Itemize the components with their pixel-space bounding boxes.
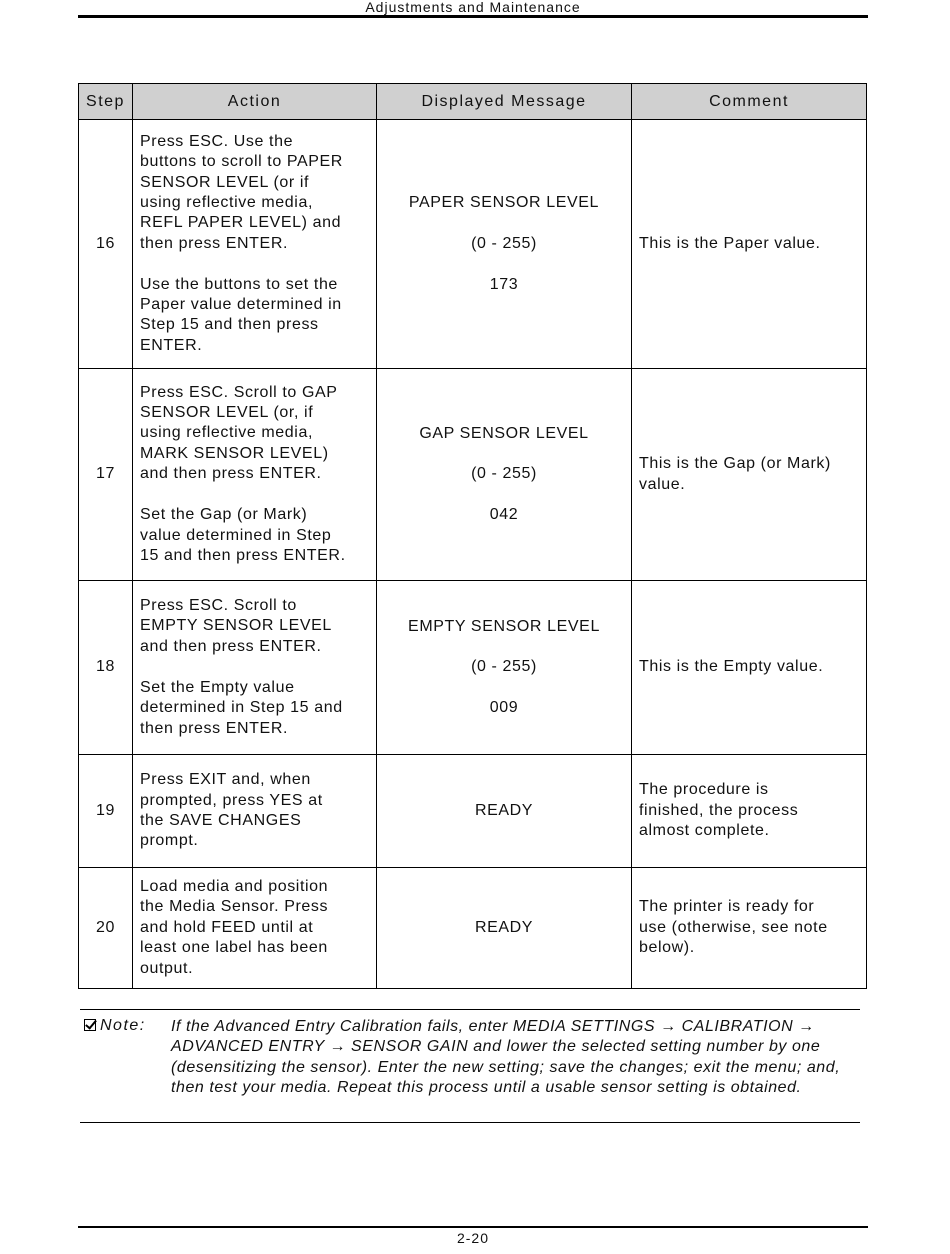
note-label-text: Note: — [100, 1017, 146, 1034]
action-cell — [133, 120, 377, 369]
action-text: Load media and position the Media Sensor. Press and hold FEED until at least one label has been output. — [140, 877, 329, 977]
header-rule — [78, 15, 868, 18]
comment-cell — [632, 581, 867, 755]
comment-text: This is the Paper value. — [639, 234, 821, 252]
message-line: 042 — [489, 506, 519, 524]
step-number: 20 — [79, 868, 133, 989]
action-text: Set the Empty value determined in Step 15 and then press ENTER. — [140, 678, 343, 737]
action-text: Use the buttons to set the Paper value determined in Step 15 and then press ENTER. — [140, 275, 342, 354]
message-line: (0 - 255) — [471, 234, 537, 252]
message-line: 173 — [489, 275, 519, 293]
step-number: 17 — [79, 369, 133, 581]
step-number: 18 — [79, 581, 133, 755]
footer-rule — [78, 1226, 868, 1228]
message-line: 009 — [489, 699, 519, 717]
message-line: PAPER SENSOR LEVEL — [408, 194, 600, 211]
running-header: Adjustments and Maintenance — [365, 0, 581, 15]
action-cell — [133, 755, 377, 868]
comment-text: This is the Empty value. — [639, 658, 824, 676]
displayed-message-cell — [377, 369, 632, 581]
action-text: Press ESC. Scroll to EMPTY SENSOR LEVEL and then press ENTER. — [140, 597, 332, 655]
table-row — [79, 868, 867, 989]
comment-text: The printer is ready for use (otherwise, see note below). — [639, 898, 828, 957]
comment-cell — [632, 868, 867, 989]
action-cell — [133, 369, 377, 581]
message-line: EMPTY SENSOR LEVEL — [408, 617, 600, 635]
message-line: (0 - 255) — [471, 658, 537, 676]
comment-cell — [632, 120, 867, 369]
displayed-message-cell — [377, 755, 632, 868]
table-row — [79, 369, 867, 581]
action-text: Press ESC. Scroll to GAP SENSOR LEVEL (or, if using reflective media, MARK SENSOR LEVEL) and then press ENTER. — [140, 383, 338, 483]
note-text: If the Advanced Entry Calibration fails, enter MEDIA SETTINGS → CALIBRATION → ADVANCED ENTRY → SENSOR GAIN and lower the selected setting number by one (desensitizing the sensor). Enter the new setting; save the changes; exit the menu; and, then test your media. Repeat this process until a usable sensor setting is obtained. — [171, 1018, 841, 1097]
table-header-row — [79, 84, 867, 120]
note-box — [80, 1009, 860, 1123]
table-row — [79, 755, 867, 868]
calibration-steps-table — [78, 83, 867, 989]
step-number: 19 — [79, 755, 133, 868]
comment-cell — [632, 755, 867, 868]
message-line: (0 - 255) — [471, 465, 537, 483]
displayed-message-cell — [377, 581, 632, 755]
column-header-comment: Comment — [632, 84, 867, 120]
column-header-action: Action — [133, 84, 377, 120]
action-cell — [133, 581, 377, 755]
table-row — [79, 120, 867, 369]
action-text: Press ESC. Use the buttons to scroll to PAPER SENSOR LEVEL (or if using reflective media, REFL PAPER LEVEL) and then press ENTER. — [140, 132, 343, 252]
comment-text: The procedure is finished, the process almost complete. — [639, 781, 799, 840]
comment-cell — [632, 369, 867, 581]
table-row — [79, 581, 867, 755]
checkbox-icon — [84, 1019, 96, 1031]
action-cell — [133, 868, 377, 989]
step-number: 16 — [79, 120, 133, 369]
message-line: READY — [474, 918, 534, 936]
displayed-message-cell — [377, 868, 632, 989]
action-text: Press EXIT and, when prompted, press YES at the SAVE CHANGES prompt. — [140, 771, 323, 850]
message-line: GAP SENSOR LEVEL — [419, 424, 589, 442]
displayed-message-cell — [377, 120, 632, 369]
note-label — [84, 1017, 146, 1035]
column-header-message: Displayed Message — [377, 84, 632, 120]
message-line: READY — [474, 801, 534, 819]
action-text: Set the Gap (or Mark) value determined in Step 15 and then press ENTER. — [140, 506, 346, 564]
comment-text: This is the Gap (or Mark) value. — [639, 455, 831, 493]
column-header-step: Step — [79, 84, 133, 120]
page-number: 2-20 — [456, 1230, 490, 1246]
